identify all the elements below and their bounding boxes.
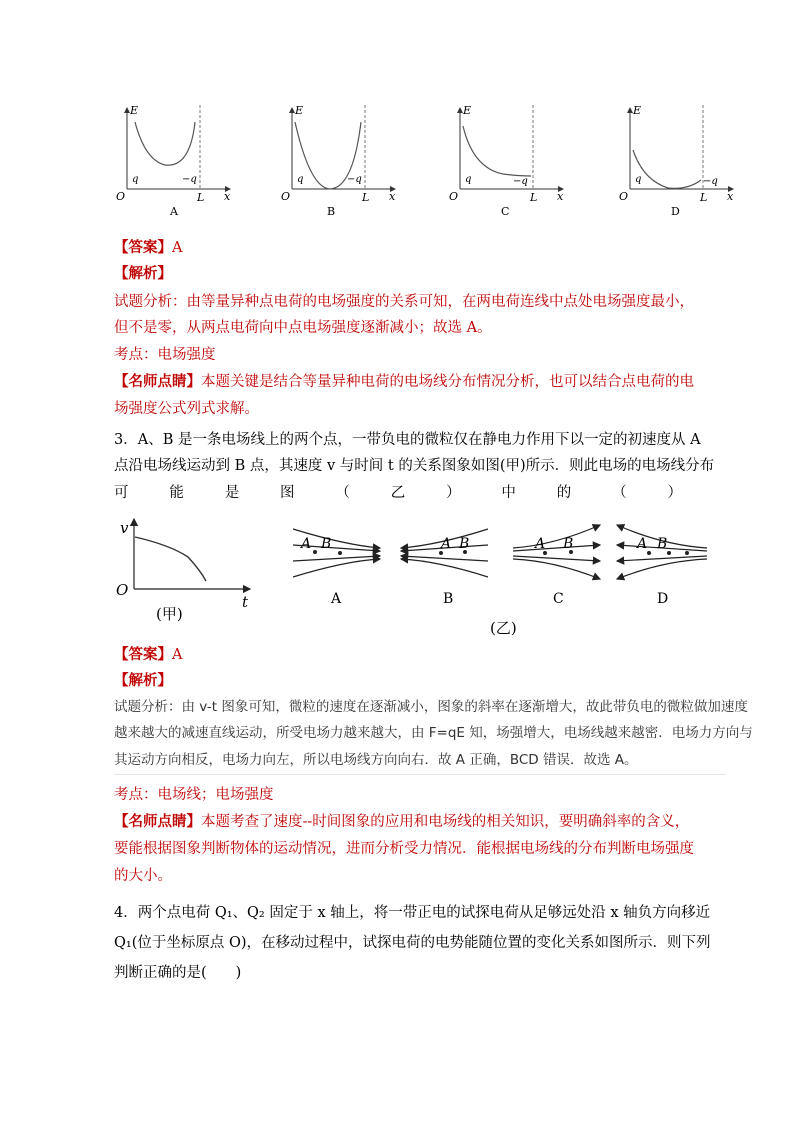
q3-comment-line-1 <box>114 812 689 832</box>
q3-point: 考点：电场线；电场强度 <box>114 787 274 803</box>
q3-stem-line-2: 点沿电场线运动到 B 点，其速度 v 与时间 t 的关系图象如图(甲)所示．则此电场的电场线分布 <box>114 458 715 474</box>
field-b-label: B <box>443 591 454 607</box>
graph-c-o: O <box>449 190 459 203</box>
q3-stem-char: 中 <box>501 485 516 501</box>
graph-d <box>619 104 734 218</box>
q2-analysis-line-1: 试题分析：由等量异种点电荷的电场强度的关系可知，在两电荷连线中点处电场强度最小， <box>114 294 694 310</box>
q3-stem-char: 的 <box>556 485 572 501</box>
q3-analysis-line-3: 其运动方向相反，电场力向左，所以电场线方向向右．故 A 正确，BCD 错误．故选 A。 <box>114 752 638 768</box>
graph-c-q: q <box>465 174 472 185</box>
field-a-point-a: A <box>301 536 312 552</box>
q2-answer <box>114 238 182 258</box>
graph-a-o: O <box>116 190 126 203</box>
graph-b-e: E <box>295 104 304 117</box>
field-a-label: A <box>331 591 342 607</box>
field-c-point-b: B <box>563 536 574 552</box>
q3-figure-yi <box>285 515 715 640</box>
q2-analysis-line-2: 但不是零，从两点电荷向中点电场强度逐渐减小；故选 A。 <box>114 320 492 336</box>
graph-b <box>281 104 396 218</box>
field-d-label: D <box>657 591 669 607</box>
field-option-a <box>293 529 380 607</box>
field-c-label: C <box>553 591 564 607</box>
q3-stem-char: ） <box>667 485 682 501</box>
graph-d-q: q <box>635 174 642 185</box>
q2-comment-text-1: 本题关键是结合等量异种电荷的电场线分布情况分析，也可以结合点电荷的电 <box>201 374 694 390</box>
q2-option-graphs <box>110 100 740 225</box>
q2-comment-line-2: 场强度公式列式求解。 <box>114 401 259 417</box>
q2-answer-value: A <box>172 240 183 256</box>
graph-d-o: O <box>619 190 629 203</box>
graph-a <box>116 104 231 218</box>
graph-a-e: E <box>130 104 139 117</box>
q3-analysis-line-1: 试题分析：由 v-t 图象可知，微粒的速度在逐渐减小，图象的斜率在逐渐增大，故此带负电的微粒做加速度 <box>114 699 748 715</box>
graph-b-q: q <box>297 174 304 185</box>
graph-c-label: C <box>501 205 510 218</box>
field-option-b <box>401 529 488 607</box>
q3-analysis-tag: 【解析】 <box>114 672 172 689</box>
jia-t: t <box>242 593 249 611</box>
graph-c-x: x <box>557 190 564 203</box>
field-b-point-b: B <box>459 536 470 552</box>
graph-d-l: L <box>700 191 708 204</box>
graph-b-x: x <box>389 190 396 203</box>
graph-b-o: O <box>281 190 291 203</box>
q3-comment-line-2: 要能根据图象判断物体的运动情况，进而分析受力情况．能根据电场线的分布判断电场强度 <box>114 841 694 857</box>
jia-v: v <box>120 519 129 537</box>
q3-comment-line-3: 的大小。 <box>114 868 172 884</box>
divider <box>114 774 726 775</box>
field-d-point-a: A <box>637 536 648 552</box>
graph-c <box>449 104 564 218</box>
graph-b-mq: −q <box>347 174 362 185</box>
q2-comment-line-1 <box>114 372 694 392</box>
q3-stem-line-3 <box>114 483 682 503</box>
graph-d-e: E <box>633 104 642 117</box>
field-option-c <box>513 525 600 607</box>
q3-analysis-line-2: 越来越大的减速直线运动，所受电场力越来越大，由 F=qE 知，场强增大，电场线越来越密．电场力方向与 <box>114 725 753 741</box>
q3-answer-value: A <box>172 647 183 663</box>
jia-caption: (甲) <box>156 605 183 623</box>
graph-c-mq: −q <box>513 176 528 187</box>
field-a-point-b: B <box>321 536 332 552</box>
q3-answer <box>114 645 182 665</box>
q4-stem-line-1: 4．两个点电荷 Q₁、Q₂ 固定于 x 轴上，将一带正电的试探电荷从足够远处沿 x 轴负方向移近 <box>114 905 711 921</box>
q3-stem-char: 可 <box>114 485 129 501</box>
graph-d-label: D <box>671 205 680 218</box>
q3-stem-char: 能 <box>169 485 184 501</box>
jia-o: O <box>116 581 129 599</box>
field-b-point-a: A <box>441 536 452 552</box>
graph-d-x: x <box>727 190 734 203</box>
graph-c-l: L <box>530 191 538 204</box>
q2-answer-tag: 【答案】 <box>114 239 172 256</box>
graph-a-label: A <box>170 205 178 218</box>
q2-analysis-tag: 【解析】 <box>114 265 172 282</box>
graph-c-e: E <box>463 104 472 117</box>
q3-stem-char: 图 <box>280 485 295 501</box>
q3-stem-char: ） <box>446 485 461 501</box>
q4-stem-line-2: Q₁(位于坐标原点 O)，在移动过程中，试探电荷的电势能随位置的变化关系如图所示．则下列 <box>114 935 711 951</box>
q2-comment-tag: 【名师点睛】 <box>114 373 201 390</box>
field-d-point-b: B <box>657 536 668 552</box>
yi-caption: (乙) <box>490 619 517 637</box>
graph-a-mq: −q <box>182 174 197 185</box>
field-c-point-a: A <box>535 536 546 552</box>
q3-stem-char: 乙 <box>390 485 406 501</box>
q3-figure-jia <box>110 515 260 625</box>
q3-answer-tag: 【答案】 <box>114 646 172 663</box>
graph-a-x: x <box>224 190 231 203</box>
graph-b-l: L <box>362 191 370 204</box>
q2-point: 考点：电场强度 <box>114 347 216 363</box>
graph-a-l: L <box>197 191 205 204</box>
q4-stem-line-3: 判断正确的是( ) <box>114 965 242 981</box>
q3-comment-text-1: 本题考查了速度--时间图象的应用和电场线的相关知识，要明确斜率的含义， <box>201 814 690 830</box>
q3-stem-char: （ <box>335 485 350 501</box>
field-option-d <box>617 525 707 607</box>
q3-comment-tag: 【名师点睛】 <box>114 813 201 830</box>
q3-stem-line-1: 3．A、B 是一条电场线上的两个点，一带负电的微粒仅在静电力作用下以一定的初速度从 A <box>114 432 701 448</box>
q3-stem-char: 是 <box>224 485 240 501</box>
q3-stem-char: （ <box>612 485 627 501</box>
graph-d-mq: −q <box>703 176 718 187</box>
graph-a-q: q <box>132 174 139 185</box>
graph-b-label: B <box>327 205 336 218</box>
